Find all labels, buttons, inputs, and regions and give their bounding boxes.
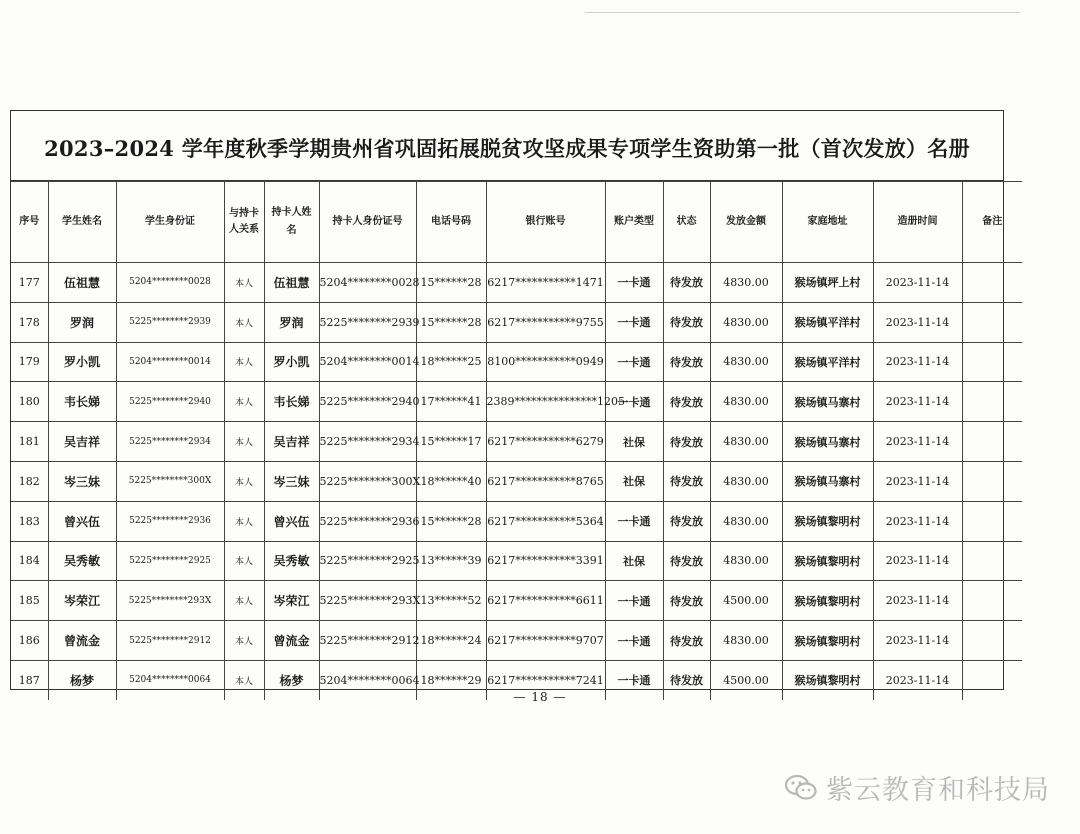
phone-number-cell: 13******52 — [416, 581, 486, 621]
page-number: — 18 — — [513, 690, 567, 704]
remarks-cell — [962, 263, 1022, 303]
remarks-cell — [962, 501, 1022, 541]
cardholder-name-cell: 伍祖慧 — [264, 263, 319, 303]
row-index-cell: 181 — [11, 422, 48, 462]
document-title: 2023–2024 学年度秋季学期贵州省巩固拓展脱贫攻坚成果专项学生资助第一批（首次发放）名册 — [11, 111, 1003, 181]
cardholder-name-cell: 吴秀敏 — [264, 541, 319, 581]
phone-number-cell: 15******28 — [416, 263, 486, 303]
cardholder-id-number-cell: 5225********2912 — [319, 621, 416, 661]
table-row — [11, 382, 1022, 422]
student-id-number-cell: 5225********2939 — [116, 302, 224, 342]
payment-status-cell: 待发放 — [663, 461, 710, 501]
student-id-number-cell: 5225********300X — [116, 461, 224, 501]
home-address-cell: 猴场镇马寨村 — [782, 422, 873, 462]
header-cell: 电话号码 — [416, 182, 486, 263]
bank-account-cell: 2389***************1205 — [486, 382, 605, 422]
student-id-number-cell: 5225********2936 — [116, 501, 224, 541]
register-date-cell: 2023-11-14 — [873, 660, 962, 699]
cardholder-id-number-cell: 5204********0014 — [319, 342, 416, 382]
header-cell — [264, 182, 319, 263]
account-type-cell: 一卡通 — [605, 382, 663, 422]
payment-amount-cell: 4830.00 — [710, 461, 782, 501]
payment-amount-cell: 4830.00 — [710, 263, 782, 303]
payment-amount-cell: 4830.00 — [710, 621, 782, 661]
cardholder-id-number-cell: 5225********2936 — [319, 501, 416, 541]
payment-status-cell: 待发放 — [663, 660, 710, 699]
student-name-cell: 伍祖慧 — [48, 263, 116, 303]
payment-status-cell: 待发放 — [663, 501, 710, 541]
row-index-cell: 187 — [11, 660, 48, 699]
payment-status-cell: 待发放 — [663, 302, 710, 342]
table-row — [11, 501, 1022, 541]
student-id-number-cell: 5225********2940 — [116, 382, 224, 422]
header-label: 与持卡人关系 — [229, 208, 259, 235]
bank-account-cell: 8100***********0949 — [486, 342, 605, 382]
cardholder-id-number-cell: 5225********300X — [319, 461, 416, 501]
register-date-cell: 2023-11-14 — [873, 302, 962, 342]
home-address-cell: 猴场镇黎明村 — [782, 621, 873, 661]
payment-status-cell: 待发放 — [663, 581, 710, 621]
home-address-cell: 猴场镇黎明村 — [782, 581, 873, 621]
register-date-cell: 2023-11-14 — [873, 541, 962, 581]
bank-account-cell: 6217***********9755 — [486, 302, 605, 342]
remarks-cell — [962, 461, 1022, 501]
cardholder-id-number-cell: 5225********293X — [319, 581, 416, 621]
cardholder-id-number-cell: 5225********2939 — [319, 302, 416, 342]
cardholder-name-cell: 岑荣江 — [264, 581, 319, 621]
phone-number-cell: 18******25 — [416, 342, 486, 382]
remarks-cell — [962, 621, 1022, 661]
payment-amount-cell: 4830.00 — [710, 422, 782, 462]
student-name-cell: 曾兴伍 — [48, 501, 116, 541]
relation-to-cardholder-cell: 本人 — [224, 382, 264, 422]
student-name-cell: 曾流金 — [48, 621, 116, 661]
payment-status-cell: 待发放 — [663, 422, 710, 462]
header-cell — [224, 182, 264, 263]
row-index-cell: 180 — [11, 382, 48, 422]
row-index-cell: 177 — [11, 263, 48, 303]
phone-number-cell: 18******24 — [416, 621, 486, 661]
table-row — [11, 302, 1022, 342]
account-type-cell: 一卡通 — [605, 660, 663, 699]
bank-account-cell: 6217***********6279 — [486, 422, 605, 462]
header-cell: 家庭地址 — [782, 182, 873, 263]
wechat-icon — [784, 773, 818, 803]
student-name-cell: 岑三妹 — [48, 461, 116, 501]
student-id-number-cell: 5204********0064 — [116, 660, 224, 699]
register-date-cell: 2023-11-14 — [873, 461, 962, 501]
table-body — [11, 263, 1022, 700]
table-row — [11, 342, 1022, 382]
account-type-cell: 一卡通 — [605, 302, 663, 342]
register-date-cell: 2023-11-14 — [873, 621, 962, 661]
phone-number-cell: 15******17 — [416, 422, 486, 462]
payment-status-cell: 待发放 — [663, 263, 710, 303]
row-index-cell: 186 — [11, 621, 48, 661]
row-index-cell: 183 — [11, 501, 48, 541]
register-date-cell: 2023-11-14 — [873, 501, 962, 541]
remarks-cell — [962, 302, 1022, 342]
account-type-cell: 一卡通 — [605, 501, 663, 541]
student-id-number-cell: 5204********0028 — [116, 263, 224, 303]
relation-to-cardholder-cell: 本人 — [224, 621, 264, 661]
table-row — [11, 581, 1022, 621]
row-index-cell: 182 — [11, 461, 48, 501]
account-type-cell: 社保 — [605, 422, 663, 462]
account-type-cell: 一卡通 — [605, 581, 663, 621]
header-cell: 状态 — [663, 182, 710, 263]
remarks-cell — [962, 581, 1022, 621]
top-divider — [585, 12, 1020, 13]
header-cell: 账户类型 — [605, 182, 663, 263]
relation-to-cardholder-cell: 本人 — [224, 302, 264, 342]
cardholder-name-cell: 罗润 — [264, 302, 319, 342]
student-name-cell: 杨梦 — [48, 660, 116, 699]
account-type-cell: 一卡通 — [605, 342, 663, 382]
home-address-cell: 猴场镇黎明村 — [782, 501, 873, 541]
register-date-cell: 2023-11-14 — [873, 342, 962, 382]
relation-to-cardholder-cell: 本人 — [224, 541, 264, 581]
header-cell: 备注 — [962, 182, 1022, 263]
cardholder-name-cell: 岑三妹 — [264, 461, 319, 501]
payment-status-cell: 待发放 — [663, 342, 710, 382]
remarks-cell — [962, 541, 1022, 581]
header-cell: 学生身份证 — [116, 182, 224, 263]
bank-account-cell: 6217***********7241 — [486, 660, 605, 699]
roster-table — [11, 181, 1022, 700]
payment-amount-cell: 4500.00 — [710, 660, 782, 699]
account-type-cell: 一卡通 — [605, 263, 663, 303]
payment-amount-cell: 4830.00 — [710, 382, 782, 422]
cardholder-name-cell: 曾流金 — [264, 621, 319, 661]
relation-to-cardholder-cell: 本人 — [224, 461, 264, 501]
home-address-cell: 猴场镇平洋村 — [782, 302, 873, 342]
relation-to-cardholder-cell: 本人 — [224, 422, 264, 462]
student-id-number-cell: 5225********2912 — [116, 621, 224, 661]
row-index-cell: 184 — [11, 541, 48, 581]
payment-amount-cell: 4830.00 — [710, 541, 782, 581]
home-address-cell: 猴场镇平洋村 — [782, 342, 873, 382]
bank-account-cell: 6217***********9707 — [486, 621, 605, 661]
header-cell: 持卡人身份证号 — [319, 182, 416, 263]
table-header-row — [11, 182, 1022, 263]
register-date-cell: 2023-11-14 — [873, 422, 962, 462]
cardholder-name-cell: 罗小凯 — [264, 342, 319, 382]
bank-account-cell: 6217***********3391 — [486, 541, 605, 581]
home-address-cell: 猴场镇马寨村 — [782, 461, 873, 501]
register-date-cell: 2023-11-14 — [873, 581, 962, 621]
phone-number-cell: 18******29 — [416, 660, 486, 699]
payment-status-cell: 待发放 — [663, 541, 710, 581]
payment-status-cell: 待发放 — [663, 382, 710, 422]
bank-account-cell: 6217***********8765 — [486, 461, 605, 501]
student-id-number-cell: 5204********0014 — [116, 342, 224, 382]
table-row — [11, 422, 1022, 462]
row-index-cell: 179 — [11, 342, 48, 382]
home-address-cell: 猴场镇黎明村 — [782, 541, 873, 581]
header-cell: 序号 — [11, 182, 48, 263]
cardholder-id-number-cell: 5225********2940 — [319, 382, 416, 422]
row-index-cell: 185 — [11, 581, 48, 621]
row-index-cell: 178 — [11, 302, 48, 342]
phone-number-cell: 17******41 — [416, 382, 486, 422]
watermark-text: 紫云教育和科技局 — [826, 775, 1050, 806]
header-cell: 发放金额 — [710, 182, 782, 263]
cardholder-name-cell: 杨梦 — [264, 660, 319, 699]
account-type-cell: 社保 — [605, 461, 663, 501]
student-name-cell: 岑荣江 — [48, 581, 116, 621]
relation-to-cardholder-cell: 本人 — [224, 501, 264, 541]
relation-to-cardholder-cell: 本人 — [224, 581, 264, 621]
table-row — [11, 621, 1022, 661]
header-cell: 银行账号 — [486, 182, 605, 263]
table-row — [11, 541, 1022, 581]
header-label: 持卡人姓名 — [271, 207, 312, 236]
payment-amount-cell: 4830.00 — [710, 501, 782, 541]
table-row — [11, 263, 1022, 303]
header-cell: 学生姓名 — [48, 182, 116, 263]
bank-account-cell: 6217***********5364 — [486, 501, 605, 541]
bank-account-cell: 6217***********1471 — [486, 263, 605, 303]
bank-account-cell: 6217***********6611 — [486, 581, 605, 621]
remarks-cell — [962, 422, 1022, 462]
payment-amount-cell: 4830.00 — [710, 342, 782, 382]
relation-to-cardholder-cell: 本人 — [224, 263, 264, 303]
header-cell: 造册时间 — [873, 182, 962, 263]
cardholder-name-cell: 吴吉祥 — [264, 422, 319, 462]
phone-number-cell: 15******28 — [416, 302, 486, 342]
cardholder-name-cell: 曾兴伍 — [264, 501, 319, 541]
student-name-cell: 罗小凯 — [48, 342, 116, 382]
cardholder-name-cell: 韦长娣 — [264, 382, 319, 422]
student-name-cell: 吴吉祥 — [48, 422, 116, 462]
student-name-cell: 罗润 — [48, 302, 116, 342]
student-name-cell: 韦长娣 — [48, 382, 116, 422]
phone-number-cell: 13******39 — [416, 541, 486, 581]
student-name-cell: 吴秀敏 — [48, 541, 116, 581]
phone-number-cell: 18******40 — [416, 461, 486, 501]
payment-amount-cell: 4830.00 — [710, 302, 782, 342]
home-address-cell: 猴场镇黎明村 — [782, 660, 873, 699]
register-date-cell: 2023-11-14 — [873, 263, 962, 303]
table-row — [11, 461, 1022, 501]
cardholder-id-number-cell: 5225********2934 — [319, 422, 416, 462]
home-address-cell: 猴场镇马寨村 — [782, 382, 873, 422]
watermark — [784, 768, 1050, 807]
payment-amount-cell: 4500.00 — [710, 581, 782, 621]
student-id-number-cell: 5225********2934 — [116, 422, 224, 462]
relation-to-cardholder-cell: 本人 — [224, 342, 264, 382]
cardholder-id-number-cell: 5204********0028 — [319, 263, 416, 303]
remarks-cell — [962, 382, 1022, 422]
remarks-cell — [962, 342, 1022, 382]
cardholder-id-number-cell: 5225********2925 — [319, 541, 416, 581]
phone-number-cell: 15******28 — [416, 501, 486, 541]
cardholder-id-number-cell: 5204********0064 — [319, 660, 416, 699]
account-type-cell: 社保 — [605, 541, 663, 581]
payment-status-cell: 待发放 — [663, 621, 710, 661]
home-address-cell: 猴场镇坪上村 — [782, 263, 873, 303]
roster-document — [10, 110, 1004, 690]
account-type-cell: 一卡通 — [605, 621, 663, 661]
student-id-number-cell: 5225********2925 — [116, 541, 224, 581]
student-id-number-cell: 5225********293X — [116, 581, 224, 621]
register-date-cell: 2023-11-14 — [873, 382, 962, 422]
relation-to-cardholder-cell: 本人 — [224, 660, 264, 699]
